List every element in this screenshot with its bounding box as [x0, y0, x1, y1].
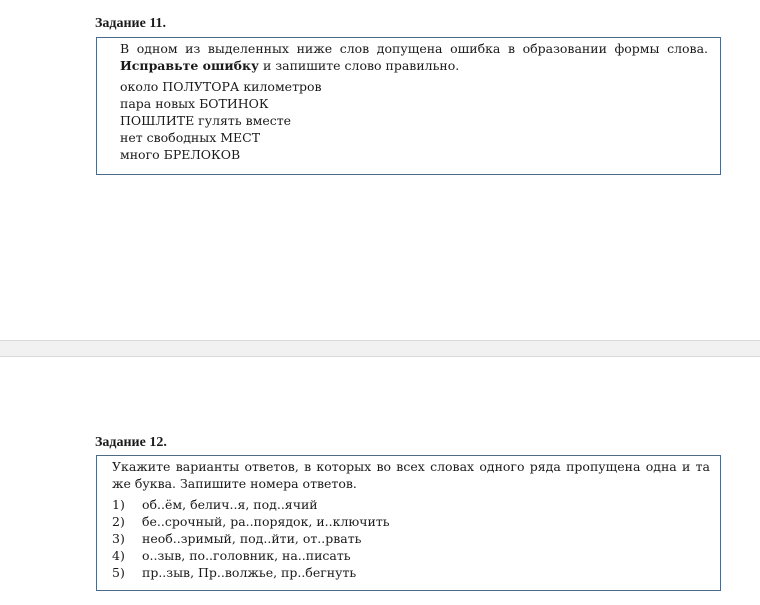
- option-text: бе..срочный, ра..порядок, и..ключить: [142, 514, 390, 529]
- option-text: о..зыв, по..головник, на..писать: [142, 548, 351, 563]
- task-11-instruction: [120, 40, 708, 74]
- list-item: [112, 530, 710, 547]
- task-12-options: [112, 496, 710, 581]
- option-text: об..ём, белич..я, под..ячий: [142, 497, 318, 512]
- list-item: [112, 513, 710, 530]
- option-number: 1): [112, 497, 125, 512]
- list-item: [112, 547, 710, 564]
- list-item: около ПОЛУТОРА километров: [120, 79, 322, 94]
- option-number: 3): [112, 531, 125, 546]
- option-number: 4): [112, 548, 125, 563]
- task-12-instruction: Укажите варианты ответов, в которых во всех словах одного ряда пропущена одна и та же буква. Запишите номера ответов.: [112, 459, 710, 491]
- list-item: пара новых БОТИНОК: [120, 96, 269, 111]
- list-item: [112, 564, 710, 581]
- task-11-title: Задание 11.: [95, 16, 167, 31]
- option-number: 5): [112, 565, 125, 580]
- list-item: много БРЕЛОКОВ: [120, 147, 241, 162]
- option-text: необ..зримый, под..йти, от..рвать: [142, 531, 362, 546]
- option-text: пр..зыв, Пр..волжье, пр..бегнуть: [142, 565, 357, 580]
- instruction-emphasis: Исправьте ошибку: [120, 58, 260, 73]
- task-12-box: [96, 455, 721, 591]
- page-separator: [0, 340, 760, 357]
- list-item: нет свободных МЕСТ: [120, 130, 261, 145]
- list-item: [112, 496, 710, 513]
- option-number: 2): [112, 514, 125, 529]
- task-11-word-list: [120, 78, 708, 163]
- task-12-title: Задание 12.: [95, 435, 167, 450]
- instruction-text-end: и запишите слово правильно.: [259, 58, 460, 73]
- task-11-box: [96, 37, 721, 175]
- instruction-text: В одном из выделенных ниже слов допущена ошибка в образовании формы слова.: [120, 41, 708, 56]
- list-item: ПОШЛИТЕ гулять вместе: [120, 113, 292, 128]
